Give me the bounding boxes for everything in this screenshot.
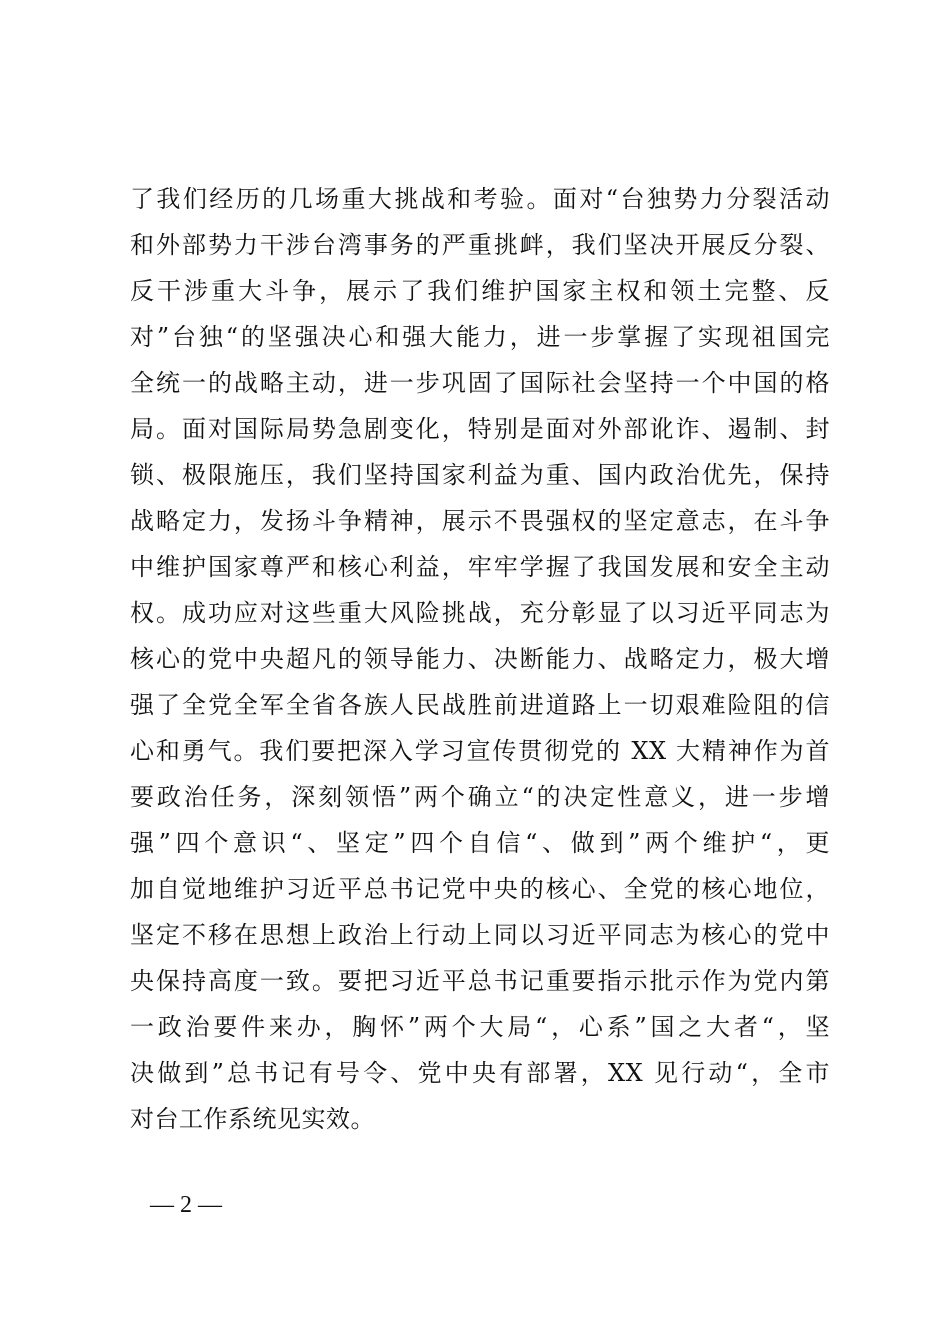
text-line: 战略定力，发扬斗争精神，展示不畏强权的坚定意志，在斗争 <box>130 507 830 535</box>
text-line: 一政治要件来办，胸怀”两个大局“，心系”国之大者“，坚 <box>130 1013 830 1041</box>
text-line: 锁、极限施压，我们坚持国家利益为重、国内政治优先，保持 <box>130 461 830 489</box>
text-line: 核心的党中央超凡的领导能力、决断能力、战略定力，极大增 <box>130 645 830 673</box>
text-line: 决做到”总书记有号令、党中央有部署，XX 见行动“，全市 <box>130 1059 830 1087</box>
text-line: 权。成功应对这些重大风险挑战，充分彰显了以习近平同志为 <box>130 599 830 627</box>
text-line: 中维护国家尊严和核心利益，牢牢学握了我国发展和安全主动 <box>130 553 830 581</box>
text-line: 了我们经历的几场重大挑战和考验。面对“台独势力分裂活动 <box>130 185 830 213</box>
text-line: 央保持高度一致。要把习近平总书记重要指示批示作为党内第 <box>130 967 830 995</box>
body-paragraph <box>130 176 830 1142</box>
text-line: 反干涉重大斗争，展示了我们维护国家主权和领土完整、反 <box>130 277 830 305</box>
text-line: 加自觉地维护习近平总书记党中央的核心、全党的核心地位， <box>130 875 830 903</box>
text-line: 全统一的战略主动，进一步巩固了国际社会坚持一个中国的格 <box>130 369 830 397</box>
text-line: 局。面对国际局势急剧变化，特别是面对外部讹诈、遏制、封 <box>130 415 830 443</box>
text-line: 强了全党全军全省各族人民战胜前进道路上一切艰难险阻的信 <box>130 691 830 719</box>
text-line: 心和勇气。我们要把深入学习宣传贯彻党的 XX 大精神作为首 <box>130 737 830 765</box>
page-number: — 2 — <box>150 1192 222 1218</box>
text-line: 要政治任务，深刻领悟”两个确立“的决定性意义，进一步增 <box>130 783 830 811</box>
text-line: 强”四个意识“、坚定”四个自信“、做到”两个维护“，更 <box>130 829 830 857</box>
text-line: 坚定不移在思想上政治上行动上同以习近平同志为核心的党中 <box>130 921 830 949</box>
text-line: 对”台独“的坚强决心和强大能力，进一步掌握了实现祖国完 <box>130 323 830 351</box>
text-line: 和外部势力干涉台湾事务的严重挑衅，我们坚决开展反分裂、 <box>130 231 830 259</box>
text-line: 对台工作系统见实效。 <box>130 1105 375 1133</box>
